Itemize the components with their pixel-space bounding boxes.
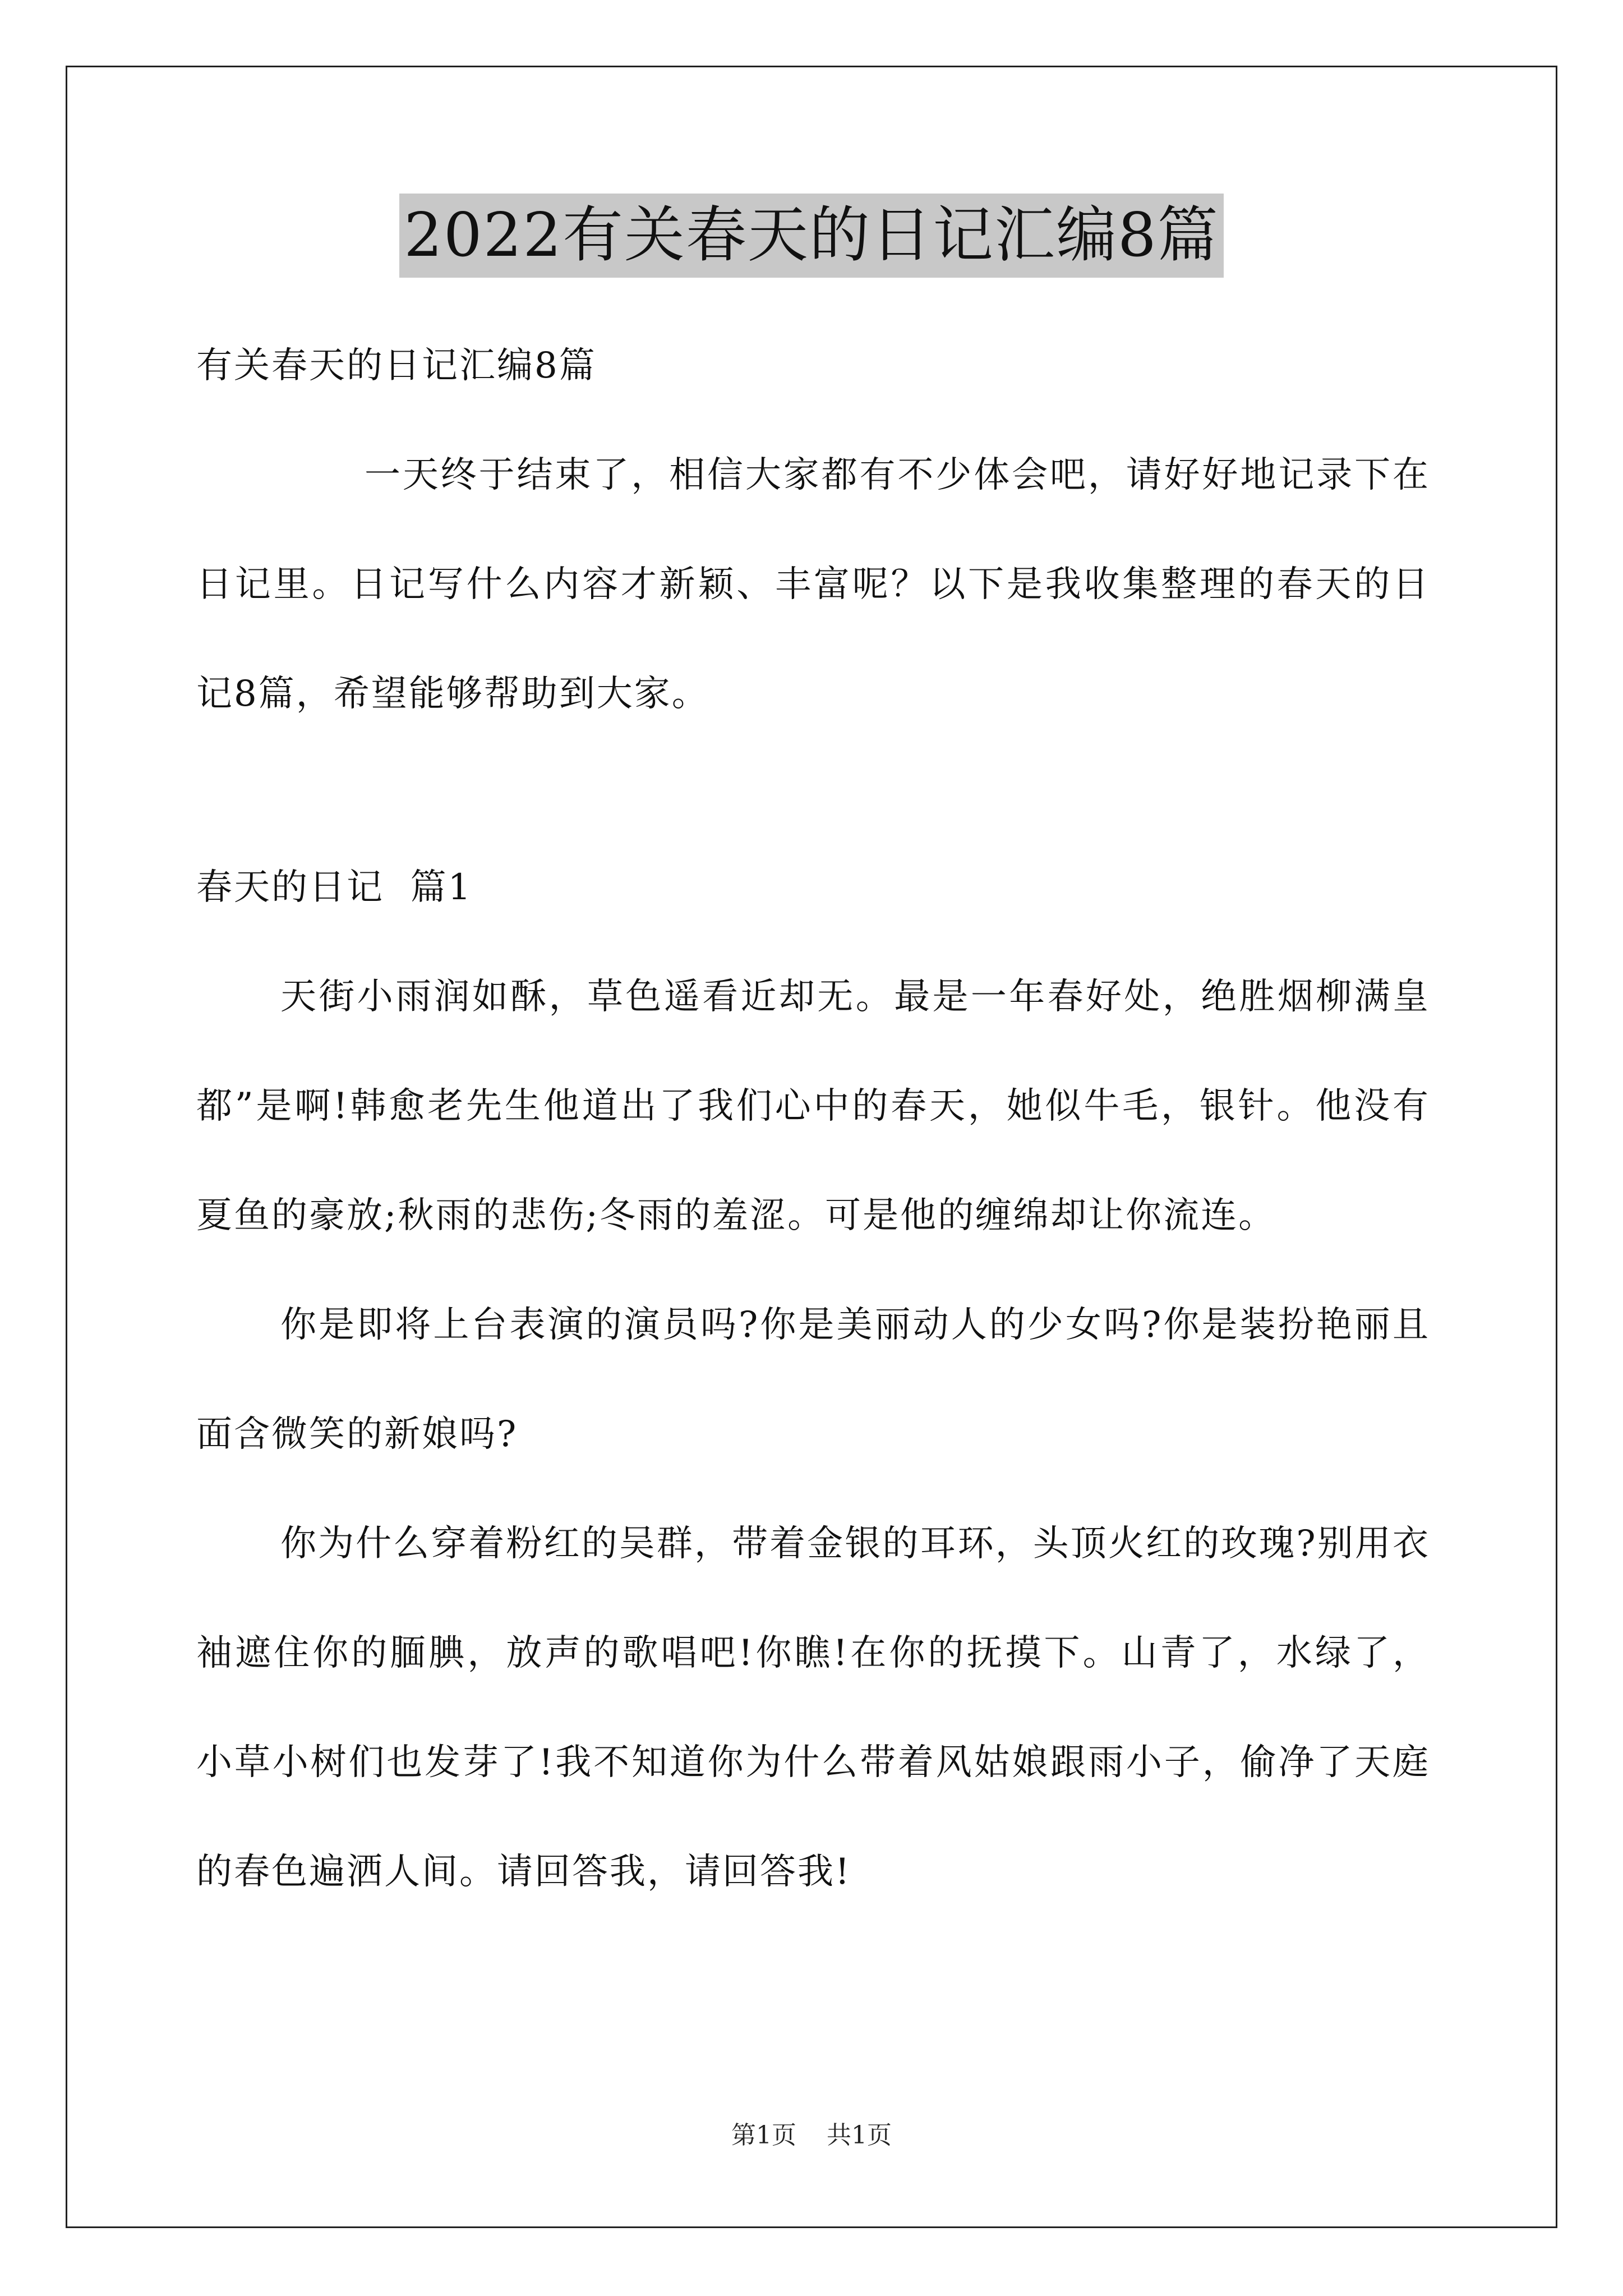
document-subtitle: 有关春天的日记汇编8篇	[196, 345, 597, 386]
body-paragraph: 天街小雨润如酥，草色遥看近却无。最是一年春好处，绝胜烟柳满皇都”是啊!韩愈老先生他道出了我们心中的春天，她似牛毛，银针。他没有夏鱼的豪放;秋雨的悲伤;冬雨的羞涩。可是他的缠绵却让你流连。	[196, 976, 1430, 1236]
intro-paragraph: 一天终于结束了，相信大家都有不少体会吧，请好好地记录下在日记里。日记写什么内容才新颖、丰富呢？以下是我收集整理的春天的日记8篇，希望能够帮助到大家。	[196, 454, 1430, 715]
section-heading: 春天的日记 篇1	[196, 867, 473, 908]
page-footer	[0, 2115, 1623, 2151]
document-title: 2022有关春天的日记汇编8篇	[399, 194, 1224, 278]
body-paragraph: 你是即将上台表演的演员吗?你是美丽动人的少女吗?你是装扮艳丽且面含微笑的新娘吗?	[196, 1304, 1430, 1455]
page-number: 第1页	[731, 2121, 796, 2150]
spacer	[196, 749, 1430, 833]
page-total: 共1页	[827, 2121, 892, 2150]
body-paragraph: 你为什么穿着粉红的吴群，带着金银的耳环，头顶火红的玫瑰?别用衣袖遮住你的腼腆，放声的歌唱吧!你瞧!在你的抚摸下。山青了，水绿了，小草小树们也发芽了!我不知道你为什么带着风姑娘跟雨小子，偷净了天庭的春色遍洒人间。请回答我，请回答我!	[196, 1523, 1430, 1893]
document-body	[196, 311, 1430, 1927]
title-container	[0, 194, 1623, 278]
